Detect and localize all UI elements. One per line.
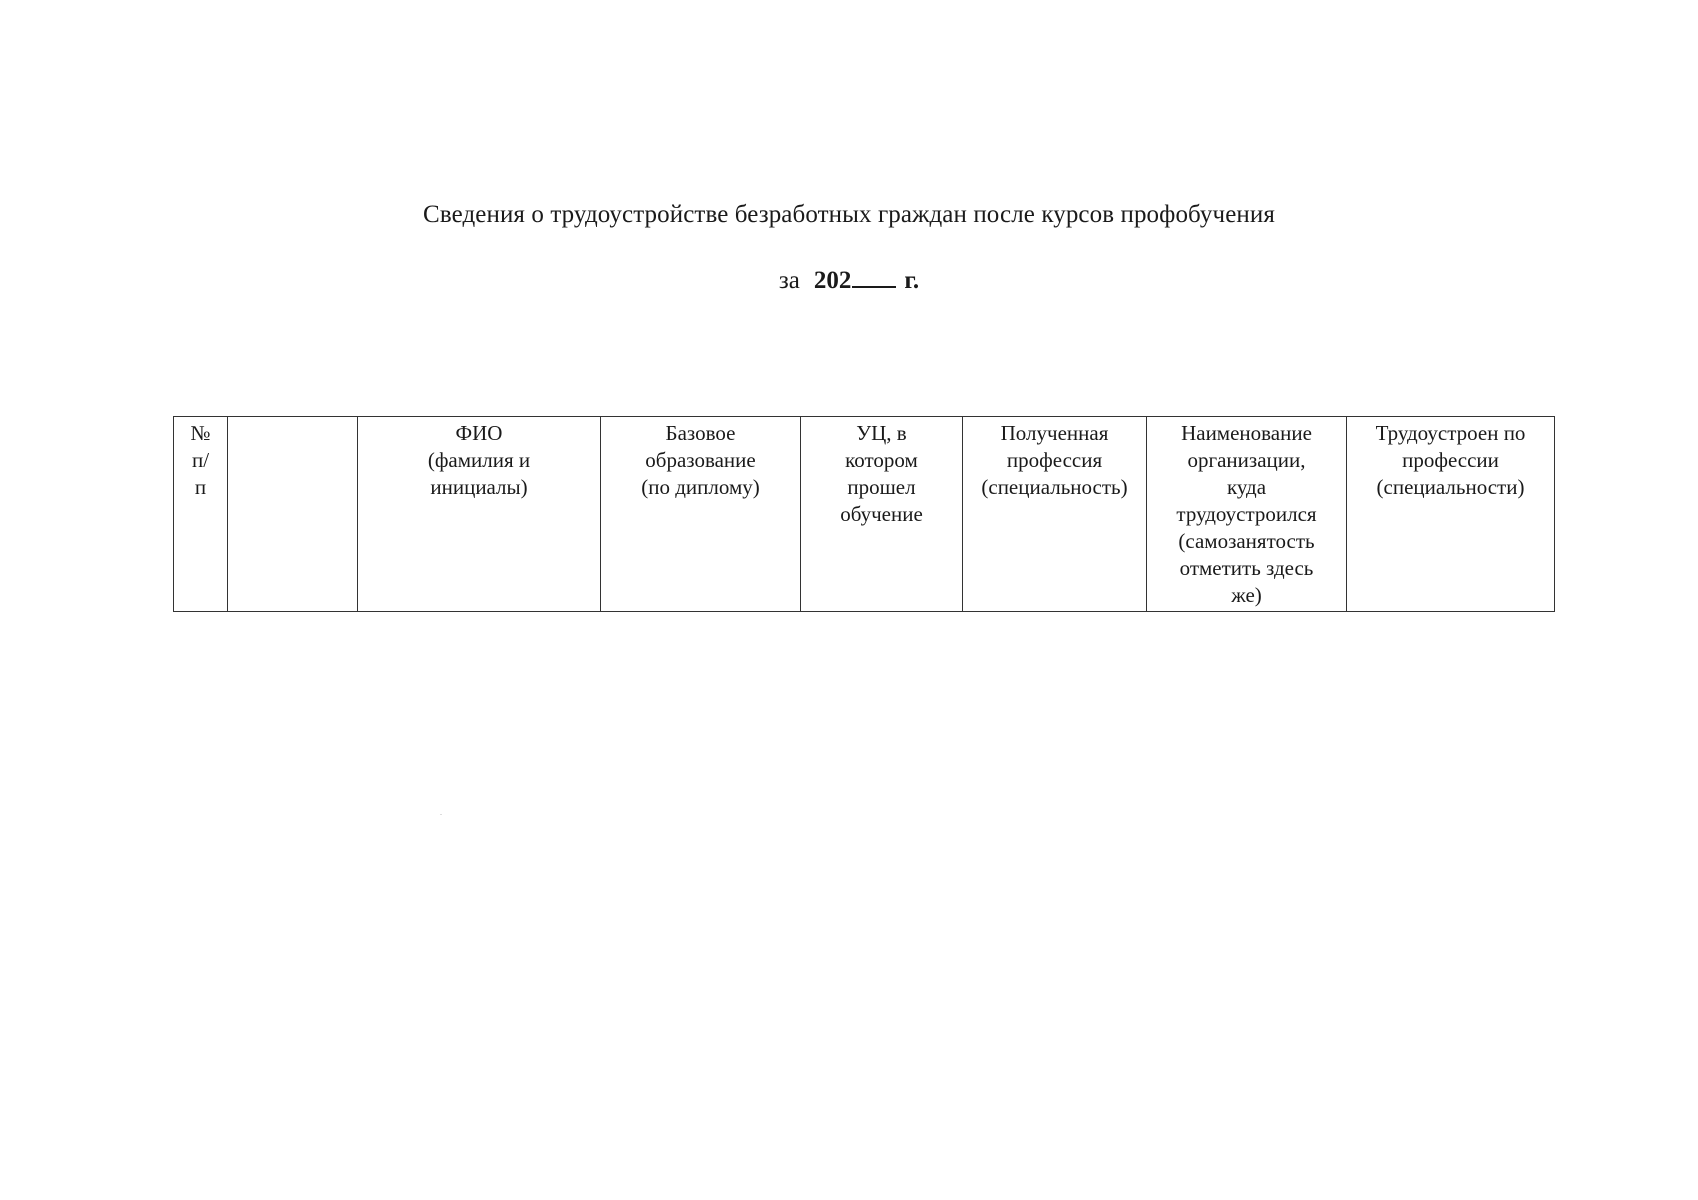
period-year: 202 <box>813 267 852 294</box>
employment-table <box>173 416 1555 612</box>
header-cell-fio: ФИО (фамилия и инициалы) <box>358 417 601 612</box>
year-blank-line <box>852 266 896 288</box>
scan-speck <box>440 814 442 815</box>
period-prefix: за <box>778 267 800 294</box>
header-cell-blank <box>228 417 358 612</box>
report-period <box>0 266 1698 295</box>
table-header-row <box>174 417 1555 612</box>
header-cell-employed-by-profession: Трудоустроен по профессии (специальности) <box>1347 417 1555 612</box>
header-cell-number: № п/ п <box>174 417 228 612</box>
document-title: Сведения о трудоустройстве безработных граждан после курсов профобучения <box>423 201 1275 228</box>
header-cell-profession: Полученная профессия (специальность) <box>963 417 1147 612</box>
header-cell-organization: Наименование организации, куда трудоустроился (самозанятость отметить здесь же) <box>1147 417 1347 612</box>
period-suffix: г. <box>904 267 920 294</box>
header-cell-education: Базовое образование (по диплому) <box>601 417 801 612</box>
header-cell-training-center: УЦ, в котором прошел обучение <box>801 417 963 612</box>
